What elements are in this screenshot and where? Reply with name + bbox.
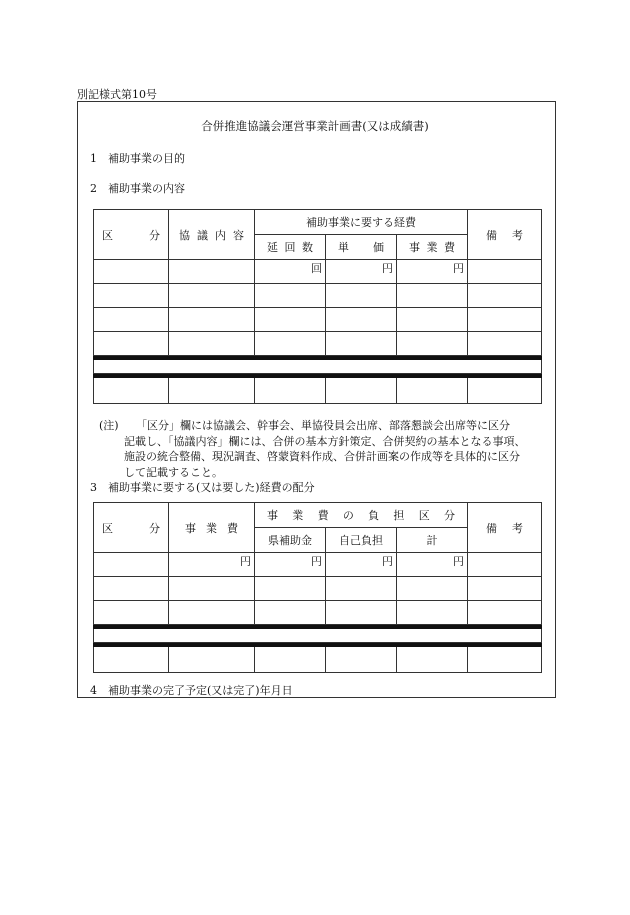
note-line: 記載し、「協議内容」欄には、合併の基本方針策定、合併契約の基本となる事項、 [124, 434, 526, 448]
unit-yen: 円 [255, 553, 326, 577]
expense-content-table [93, 209, 542, 404]
table-row [94, 629, 542, 643]
section-2-heading: 2 補助事業の内容 [90, 182, 185, 195]
table-row [94, 308, 542, 332]
unit-yen: 円 [397, 260, 468, 284]
header-burden-group: 事 業 費 の 負 担 区 分 [255, 503, 468, 528]
header-ken-hojokin: 県補助金 [255, 528, 326, 553]
form-number-label: 別記様式第10号 [77, 88, 157, 101]
table-row [94, 647, 542, 673]
header-expense-group: 補助事業に要する経費 [255, 210, 468, 235]
header-tanka: 単 価 [326, 235, 397, 260]
header-jigyohi: 事 業 費 [169, 503, 255, 553]
table-row [94, 553, 542, 577]
header-kubun: 区 分 [94, 503, 169, 553]
header-jigyohi: 事 業 費 [397, 235, 468, 260]
note-block [99, 418, 551, 480]
note-label: (注) [99, 419, 119, 432]
header-nobe-kaisu: 延 回 数 [255, 235, 326, 260]
section-1-heading: 1 補助事業の目的 [90, 152, 185, 165]
table-row [94, 360, 542, 374]
unit-yen: 円 [169, 553, 255, 577]
header-kyogi-naiyo: 協 議 内 容 [169, 210, 255, 260]
unit-yen: 円 [397, 553, 468, 577]
header-biko: 備 考 [468, 503, 542, 553]
unit-yen: 円 [326, 260, 397, 284]
table-row [94, 601, 542, 625]
section-3-heading: 3 補助事業に要する(又は要した)経費の配分 [90, 481, 315, 494]
table-row [94, 260, 542, 284]
note-line: 「区分」欄には協議会、幹事会、単協役員会出席、部落懇談会出席等に区分 [136, 419, 510, 432]
expense-allocation-table [93, 502, 542, 673]
unit-yen: 円 [326, 553, 397, 577]
unit-kai: 回 [255, 260, 326, 284]
table-row [94, 284, 542, 308]
note-line: して記載すること。 [124, 465, 223, 479]
section-4-heading: 4 補助事業の完了予定(又は完了)年月日 [90, 684, 293, 697]
header-biko: 備 考 [468, 210, 542, 260]
table-row [94, 378, 542, 404]
header-jiko-futan: 自己負担 [326, 528, 397, 553]
note-line: 施設の統合整備、現況調査、啓蒙資料作成、合併計画案の作成等を具体的に区分 [124, 450, 520, 463]
header-kei: 計 [397, 528, 468, 553]
table-row [94, 332, 542, 356]
document-title: 合併推進協議会運営事業計画書(又は成績書) [201, 119, 429, 133]
table-row [94, 577, 542, 601]
header-kubun: 区 分 [94, 210, 169, 260]
